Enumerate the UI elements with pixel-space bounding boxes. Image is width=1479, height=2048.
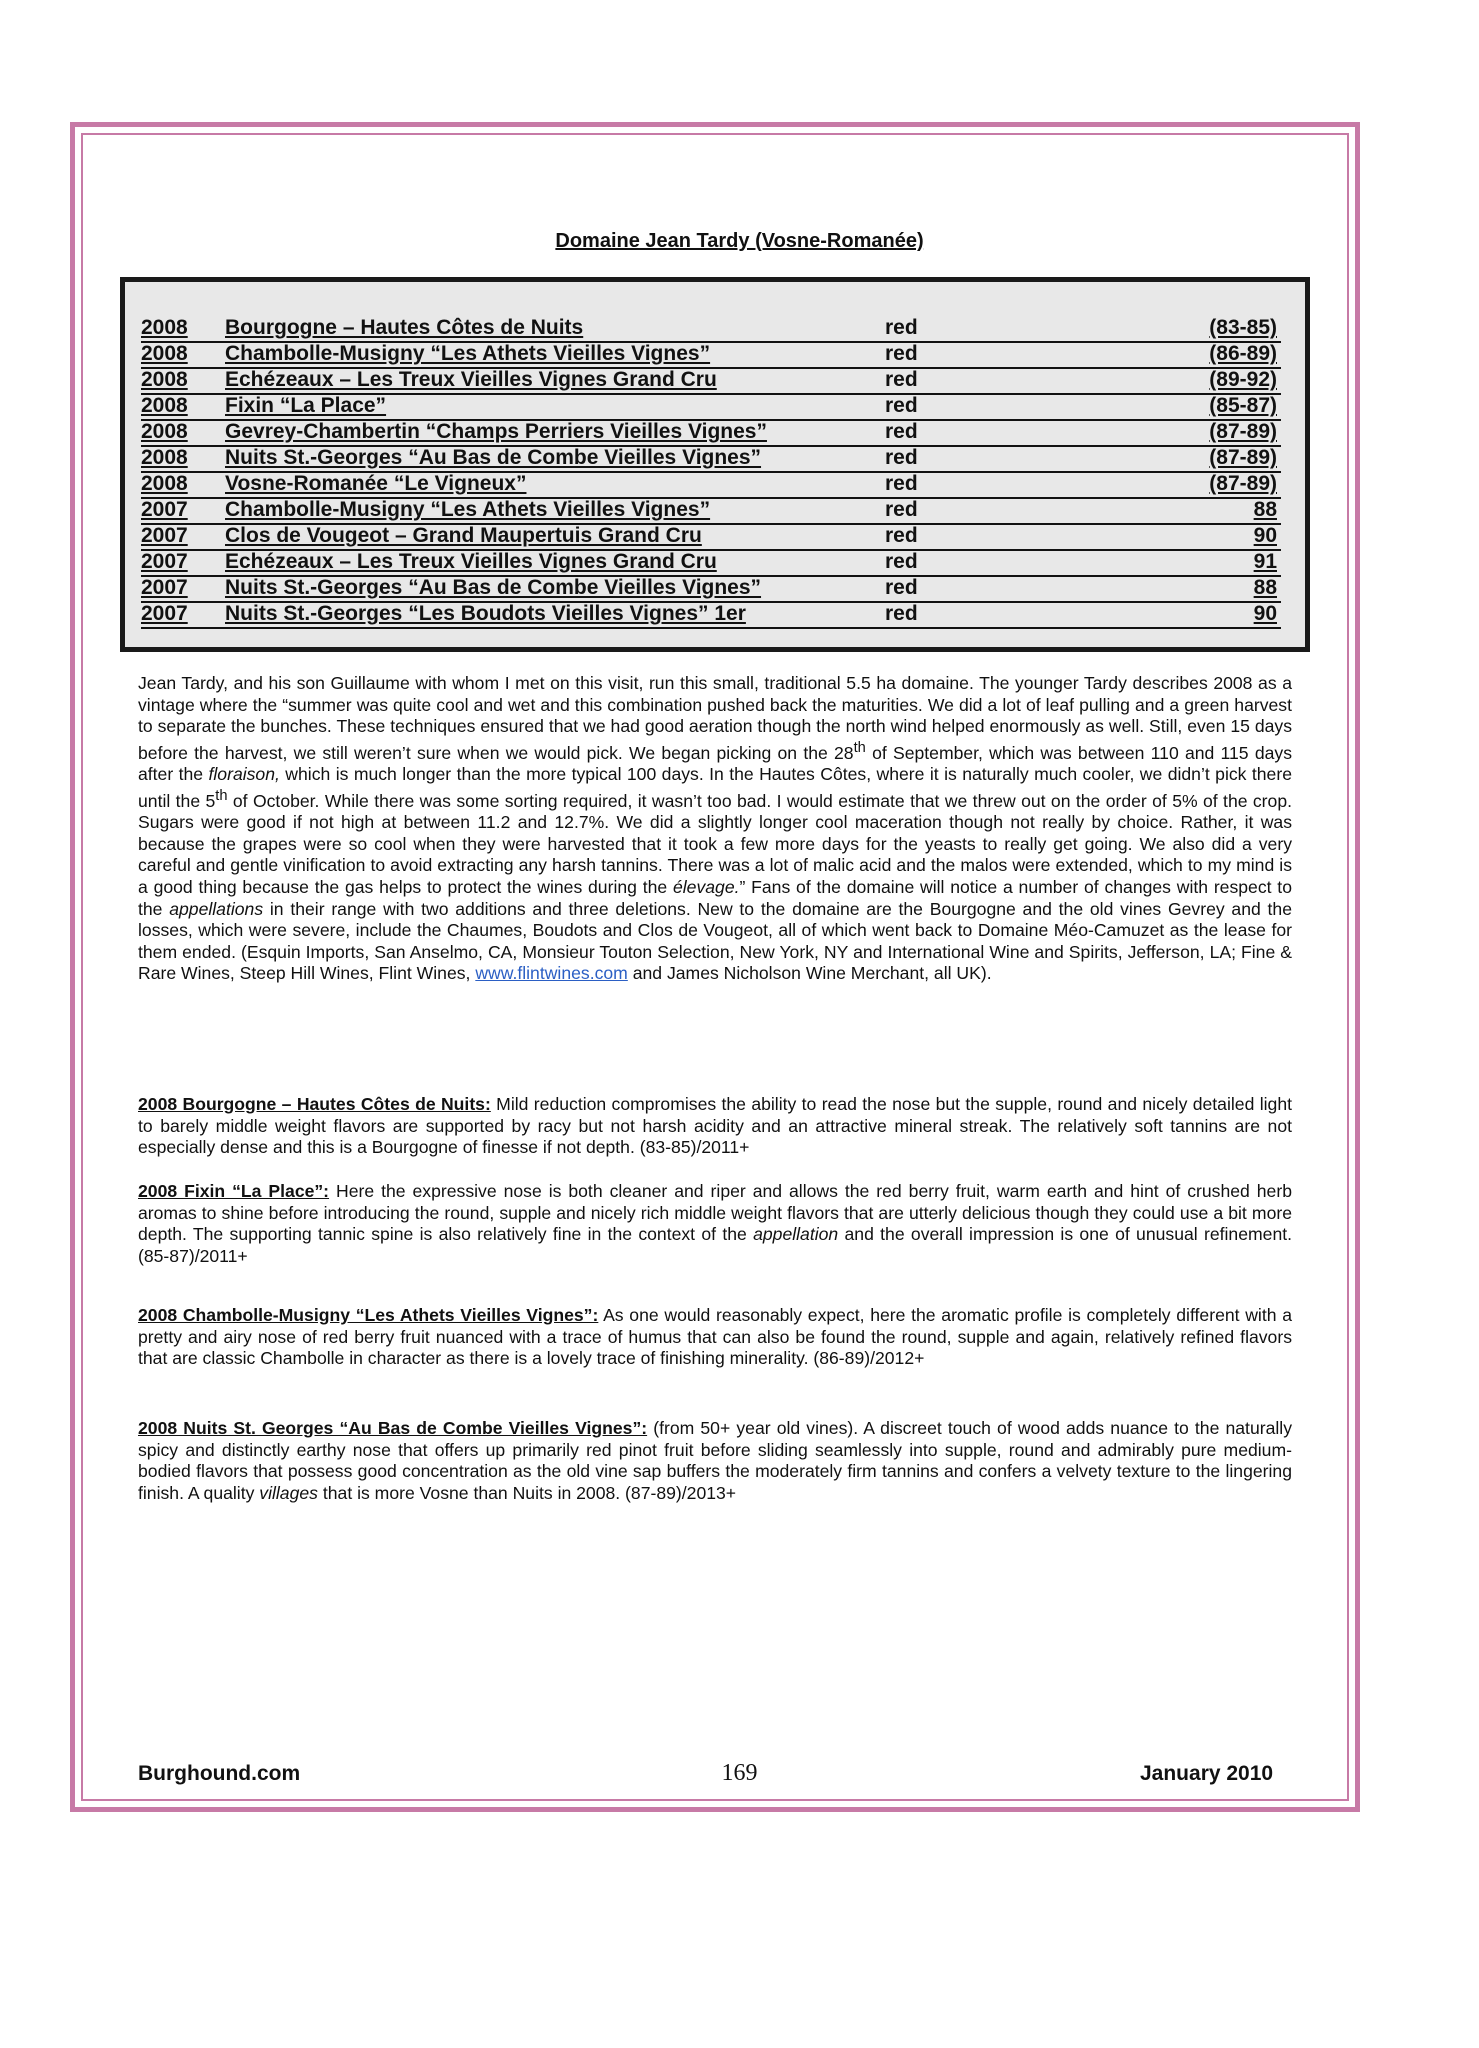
wine-year: 2007 <box>141 576 188 599</box>
footer-page-number: 169 <box>721 1760 758 1786</box>
wine-year: 2007 <box>141 524 188 547</box>
footer-date: January 2010 <box>1140 1762 1274 1785</box>
wine-year: 2008 <box>141 394 188 417</box>
wine-row <box>141 575 1281 603</box>
wine-color: red <box>885 368 918 391</box>
wine-color: red <box>885 524 918 547</box>
wine-score: 90 <box>1253 524 1277 547</box>
wine-year: 2008 <box>141 446 188 469</box>
wine-color: red <box>885 394 918 417</box>
wine-name: Chambolle-Musigny “Les Athets Vieilles Vignes” <box>225 342 711 365</box>
wine-score: 90 <box>1253 602 1277 625</box>
wine-score: (89-92) <box>1209 368 1277 391</box>
wine-color: red <box>885 316 918 339</box>
wine-row <box>141 497 1281 525</box>
wine-year: 2008 <box>141 316 188 339</box>
wine-color: red <box>885 602 918 625</box>
wine-year: 2008 <box>141 368 188 391</box>
wine-row <box>141 393 1281 421</box>
wine-year: 2008 <box>141 420 188 443</box>
tasting-note-fixin: 2008 Fixin “La Place”: Here the expressive nose is both cleaner and riper and allows the red berry fruit, warm earth and hint of crushed herb aromas to shine before introducing the round, supple and nicely rich middle weight flavors that are utterly delicious though they could use a bit more depth. The supporting tannic spine is also relatively fine in the context of the appellation and the overall impression is one of unusual refinement. (85-87)/2011+ <box>138 1181 1292 1266</box>
wine-year: 2008 <box>141 342 188 365</box>
wine-row <box>141 549 1281 577</box>
wine-score: (86-89) <box>1209 342 1277 365</box>
wine-color: red <box>885 342 918 365</box>
wine-name: Chambolle-Musigny “Les Athets Vieilles Vignes” <box>225 498 711 521</box>
wine-name: Nuits St.-Georges “Les Boudots Vieilles Vignes” 1er <box>225 602 746 625</box>
wine-color: red <box>885 550 918 573</box>
wine-color: red <box>885 498 918 521</box>
wine-color: red <box>885 576 918 599</box>
wine-row <box>141 523 1281 551</box>
tasting-note-bourgogne: 2008 Bourgogne – Hautes Côtes de Nuits: Mild reduction compromises the ability to read the nose but the supple, round and nicely detailed light to barely middle weight flavors are supported by racy but not harsh acidity and an attractive mineral streak. The relatively soft tannins are not especially dense and this is a Bourgogne of finesse if not depth. (83-85)/2011+ <box>138 1094 1292 1158</box>
wine-name: Gevrey-Chambertin “Champs Perriers Vieilles Vignes” <box>225 420 767 443</box>
wine-color: red <box>885 472 918 495</box>
wine-year: 2007 <box>141 602 188 625</box>
wine-score: (83-85) <box>1209 316 1277 339</box>
wine-score: 91 <box>1253 550 1277 573</box>
wine-name: Echézeaux – Les Treux Vieilles Vignes Grand Cru <box>225 368 717 391</box>
wine-name: Fixin “La Place” <box>225 394 387 417</box>
wine-name: Nuits St.-Georges “Au Bas de Combe Vieilles Vignes” <box>225 446 762 469</box>
wine-row <box>141 341 1281 369</box>
intro-paragraph: Jean Tardy, and his son Guillaume with whom I met on this visit, run this small, traditional 5.5 ha domaine. The younger Tardy describes 2008 as a vintage where the “summer was quite cool and wet and this combination pushed back the maturities. We did a lot of leaf pulling and a green harvest to separate the bunches. These techniques ensured that we had good aeration though the north wind helped enormously as well. Still, even 15 days before the harvest, we still weren’t sure when we would pick. We began picking on the 28th of September, which was between 110 and 115 days after the floraison, which is much longer than the more typical 100 days. In the Hautes Côtes, where it is naturally much cooler, we didn’t pick there until the 5th of October. While there was some sorting required, it wasn’t too bad. I would estimate that we threw out on the order of 5% of the crop. Sugars were good if not high at between 11.2 and 12.7%. We did a slightly longer cool maceration though not really by choice. Rather, it was because the grapes were so cool when they were harvested that it took a few more days for the yeasts to really get going. We also did a very careful and gentle vinification to avoid extracting any harsh tannins. There was a lot of malic acid and the malos were extended, which to my mind is a good thing because the gas helps to protect the wines during the élevage.” Fans of the domaine will notice a number of changes with respect to the appellations in their range with two additions and three deletions. New to the domaine are the Bourgogne and the old vines Gevrey and the losses, which were severe, include the Chaumes, Boudots and Clos de Vougeot, all of which went back to Domaine Méo-Camuzet as the lease for them ended. (Esquin Imports, San Anselmo, CA, Monsieur Touton Selection, New York, NY and International Wine and Spirits, Jefferson, LA; Fine & Rare Wines, Steep Hill Wines, Flint Wines, www.flintwines.com and James Nicholson Wine Merchant, all UK). <box>138 673 1293 984</box>
wine-row <box>141 445 1281 473</box>
wine-table <box>120 277 1310 652</box>
wine-score: (87-89) <box>1209 420 1277 443</box>
wine-name: Nuits St.-Georges “Au Bas de Combe Vieilles Vignes” <box>225 576 762 599</box>
wine-color: red <box>885 446 918 469</box>
wine-name: Echézeaux – Les Treux Vieilles Vignes Grand Cru <box>225 550 717 573</box>
wine-score: (85-87) <box>1209 394 1277 417</box>
wine-score: 88 <box>1253 498 1277 521</box>
wine-row <box>141 419 1281 447</box>
wine-score: (87-89) <box>1209 472 1277 495</box>
footer-site: Burghound.com <box>138 1762 301 1785</box>
tasting-note-nuits: 2008 Nuits St. Georges “Au Bas de Combe Vieilles Vignes”: (from 50+ year old vines). A discreet touch of wood adds nuance to the naturally spicy and distinctly earthy nose that offers up primarily red pinot fruit before sliding seamlessly into supple, round and admirably pure medium-bodied flavors that possess good concentration as the old vine sap buffers the moderately firm tannins and confers a velvety texture to the lingering finish. A quality villages that is more Vosne than Nuits in 2008. (87-89)/2013+ <box>138 1418 1292 1503</box>
tasting-note-chambolle: 2008 Chambolle-Musigny “Les Athets Vieilles Vignes”: As one would reasonably expect, here the aromatic profile is completely different with a pretty and airy nose of red berry fruit nuanced with a trace of humus that can also be found the round, supple and again, relatively refined flavors that are classic Chambolle in character as there is a lovely trace of finishing minerality. (86-89)/2012+ <box>138 1305 1292 1369</box>
wine-row <box>141 315 1281 343</box>
flintwines-link[interactable]: www.flintwines.com <box>475 963 628 984</box>
wine-row <box>141 601 1281 629</box>
wine-year: 2007 <box>141 498 188 521</box>
wine-name: Clos de Vougeot – Grand Maupertuis Grand Cru <box>225 524 702 547</box>
wine-color: red <box>885 420 918 443</box>
wine-name: Bourgogne – Hautes Côtes de Nuits <box>225 316 584 339</box>
wine-score: 88 <box>1253 576 1277 599</box>
wine-score: (87-89) <box>1209 446 1277 469</box>
wine-name: Vosne-Romanée “Le Vigneux” <box>225 472 527 495</box>
wine-row <box>141 471 1281 499</box>
wine-year: 2007 <box>141 550 188 573</box>
wine-row <box>141 367 1281 395</box>
page-title: Domaine Jean Tardy (Vosne-Romanée) <box>555 230 924 252</box>
wine-year: 2008 <box>141 472 188 495</box>
